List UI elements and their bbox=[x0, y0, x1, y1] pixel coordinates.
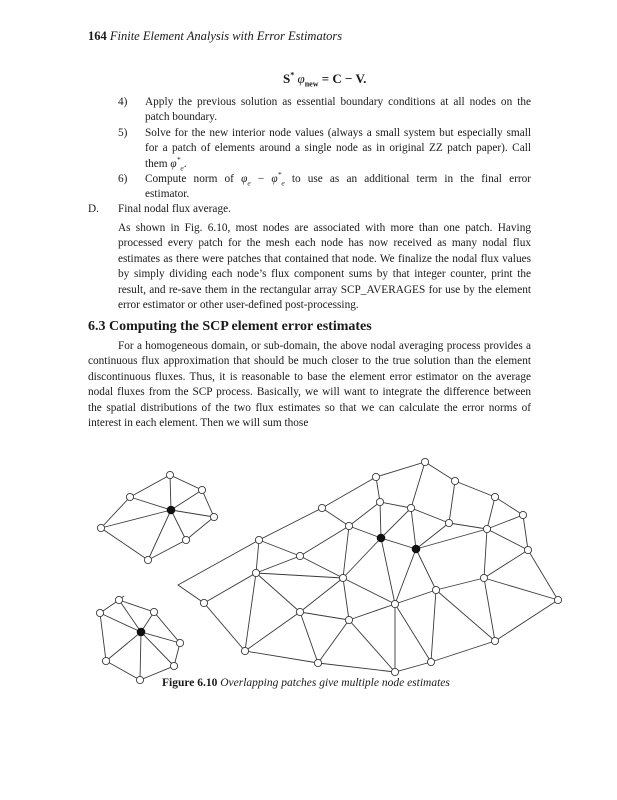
node bbox=[491, 637, 498, 644]
patch-a-center-node bbox=[167, 506, 175, 514]
large-mesh-center-node-1 bbox=[377, 534, 385, 542]
equation-lhs: S bbox=[283, 71, 291, 86]
figure-caption-text: Overlapping patches give multiple node estimates bbox=[220, 677, 450, 689]
node bbox=[115, 596, 122, 603]
step-4-number: 4) bbox=[118, 96, 128, 108]
section-paragraph: For a homogeneous domain, or sub-domain, the above nodal averaging process provides a continuous flux approximation that should be much closer to the true solution than the element discontinuous fluxes. Thus, it is reasonable to base the element error estimator on the average nodal fluxes from the SCP process. Basically, we will want to integrate the difference between the spatial distributions of the two flux estimates so that we can calculate the error norms of interest in each element. Then we will sum those bbox=[88, 340, 531, 430]
equation-lhs-sup: * bbox=[290, 70, 295, 80]
step-5-phi: φ bbox=[170, 157, 177, 170]
node bbox=[97, 524, 104, 531]
node bbox=[345, 522, 352, 529]
step-6-number: 6) bbox=[118, 173, 128, 185]
node bbox=[554, 596, 561, 603]
step-5-phi-sup: * bbox=[176, 155, 181, 165]
step-5-phi-sub: e bbox=[180, 163, 184, 173]
node bbox=[432, 586, 439, 593]
node bbox=[391, 600, 398, 607]
node bbox=[96, 609, 103, 616]
mesh-edges bbox=[100, 462, 558, 680]
node bbox=[144, 556, 151, 563]
step-6-text-after: to use as an additional term in the final error estimator. bbox=[145, 173, 532, 201]
node bbox=[314, 659, 321, 666]
node bbox=[480, 574, 487, 581]
node bbox=[318, 504, 325, 511]
node bbox=[182, 536, 189, 543]
step-6-text-before: Compute norm of bbox=[145, 173, 234, 185]
step-6-phi-a-sub: e bbox=[247, 178, 251, 188]
node bbox=[524, 546, 531, 553]
figure-caption bbox=[162, 677, 450, 689]
step-6-phi-b: φ bbox=[271, 173, 278, 185]
node bbox=[200, 599, 207, 606]
node bbox=[198, 486, 205, 493]
node bbox=[210, 513, 217, 520]
node bbox=[296, 552, 303, 559]
node bbox=[176, 639, 183, 646]
step-6-phi-a: φ bbox=[241, 173, 248, 185]
patch-a-boundary bbox=[101, 475, 214, 560]
node bbox=[445, 519, 452, 526]
node bbox=[136, 676, 143, 683]
figure-label: Figure 6.10 bbox=[162, 677, 218, 689]
node bbox=[407, 504, 414, 511]
step-5-number: 5) bbox=[118, 127, 128, 139]
equation-phi-sub: new bbox=[304, 79, 319, 89]
node bbox=[376, 498, 383, 505]
step-4-text: Apply the previous solution as essential boundary conditions at all nodes on the patch boundary. bbox=[145, 96, 531, 124]
step-6-phi-b-sub: e bbox=[281, 178, 285, 188]
node bbox=[421, 458, 428, 465]
step-5-text-after: . bbox=[183, 157, 187, 170]
step-6-phi-b-sup: * bbox=[277, 170, 282, 180]
node bbox=[252, 569, 259, 576]
node bbox=[296, 608, 303, 615]
node bbox=[491, 493, 498, 500]
node bbox=[339, 574, 346, 581]
page-number: 164 bbox=[88, 29, 107, 43]
large-mesh-interior bbox=[204, 462, 558, 672]
node bbox=[102, 657, 109, 664]
node bbox=[255, 536, 262, 543]
item-d-title: Final nodal flux average. bbox=[118, 203, 231, 215]
node bbox=[126, 493, 133, 500]
node bbox=[150, 608, 157, 615]
node bbox=[166, 471, 173, 478]
node bbox=[427, 658, 434, 665]
node bbox=[241, 647, 248, 654]
equation-rhs: = C − V. bbox=[321, 71, 367, 86]
patch-b-center-node bbox=[137, 628, 145, 636]
step-5-text-before: Solve for the new interior node values (always a small system but especially small for a patch of elements around a single node as in original ZZ patch paper). Call them bbox=[145, 127, 531, 170]
node bbox=[391, 668, 398, 675]
section-heading: 6.3 Computing the SCP element error estimates bbox=[88, 319, 372, 334]
node bbox=[372, 473, 379, 480]
item-d-label: D. bbox=[88, 203, 99, 215]
running-title: Finite Element Analysis with Error Estimators bbox=[109, 29, 343, 43]
large-mesh-center-node-2 bbox=[412, 545, 420, 553]
node bbox=[519, 511, 526, 518]
item-d-paragraph: As shown in Fig. 6.10, most nodes are associated with more than one patch. Having processed every patch for the mesh each node has now received as many nodal flux estimates as there were patches that contained that node. We finalize the nodal flux values by simply dividing each node’s flux component sums by that integer counter, print the result, and re-save them in the rectangular array SCP_AVERAGES for use by the element error estimator or other user-defined post-processing. bbox=[118, 222, 531, 312]
patch-center-nodes bbox=[137, 506, 420, 636]
node bbox=[345, 616, 352, 623]
node bbox=[483, 525, 490, 532]
node bbox=[451, 477, 458, 484]
equation-phi: φ bbox=[297, 71, 305, 86]
node bbox=[170, 662, 177, 669]
step-6-minus: − bbox=[257, 173, 265, 185]
